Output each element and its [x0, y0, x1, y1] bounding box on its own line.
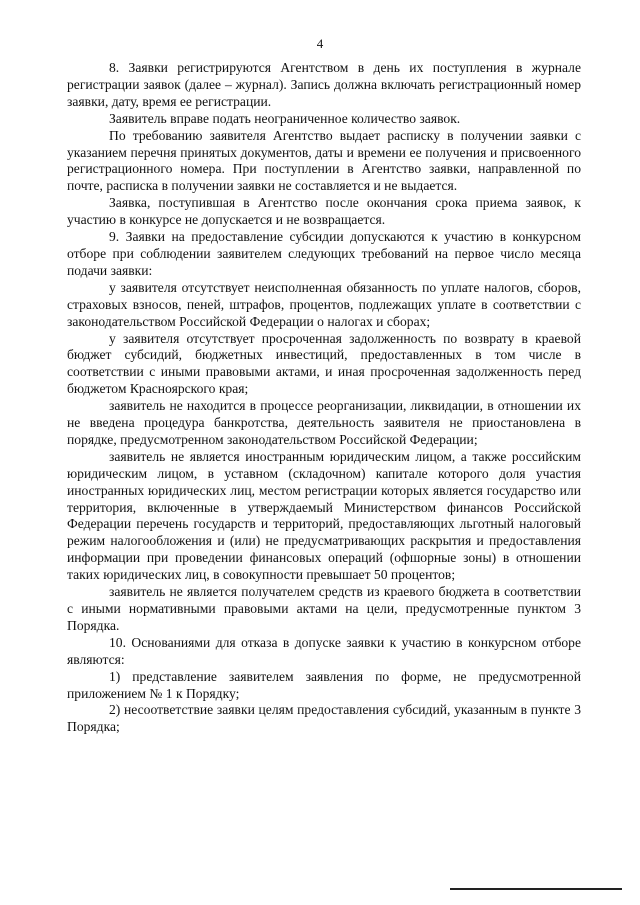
paragraph: Заявитель вправе подать неограниченное количество заявок.: [109, 110, 461, 126]
paragraph: у заявителя отсутствует неисполненная обязанность по уплате налогов, сборов, страховых взносов, пеней, штрафов, процентов, подлежащих уплате в соответствии с законодательством Российской Федерации о налогах и сборах;: [67, 279, 581, 329]
page-number: 4: [316, 36, 324, 51]
paragraph: у заявителя отсутствует просроченная задолженность по возврату в краевой бюджет субсидий, бюджетных инвестиций, предоставленных в том числе в соответствии с иными правовыми актами, и иная просроченная задолженность перед бюджетом Красноярского края;: [67, 330, 581, 397]
paragraph: 8. Заявки регистрируются Агентством в день их поступления в журнале регистрации заявок (далее – журнал). Запись должна включать регистрационный номер заявки, дату, время ее регистрации.: [67, 60, 581, 109]
paragraph: 1) представление заявителем заявления по форме, не предусмотренной приложением № 1 к Порядку;: [67, 668, 581, 701]
document-body: [67, 60, 581, 736]
bottom-rule: [450, 888, 622, 890]
paragraph: 9. Заявки на предоставление субсидии допускаются к участию в конкурсном отборе при соблюдении заявителем следующих требований на первое число месяца подачи заявки:: [67, 229, 581, 278]
paragraph: 10. Основаниями для отказа в допуске заявки к участию в конкурсном отборе являются:: [67, 634, 581, 667]
paragraph: заявитель не является получателем средств из краевого бюджета в соответствии с иными нормативными правовыми актами на цели, предусмотренные пунктом 3 Порядка.: [67, 584, 581, 633]
paragraph: По требованию заявителя Агентство выдает расписку в получении заявки с указанием перечня принятых документов, даты и времени ее получения и присвоенного регистрационного номера. При поступлении в Агентство заявки, направленной по почте, расписка в получении заявки не составляется и не выдается.: [67, 127, 581, 194]
paragraph: 2) несоответствие заявки целям предоставления субсидий, указанным в пункте 3 Порядка;: [67, 702, 581, 735]
paragraph: заявитель не находится в процессе реорганизации, ликвидации, в отношении их не введена процедура банкротства, деятельность заявителя не приостановлена в порядке, предусмотренном законодательством Российской Федерации;: [67, 398, 581, 447]
paragraph: заявитель не является иностранным юридическим лицом, а также российским юридическим лицом, в уставном (складочном) капитале которого доля участия иностранных юридических лиц, местом регистрации которых является государство или территория, включенные в утверждаемый Министерством финансов Российской Федерации перечень государств и территорий, предоставляющих льготный налоговый режим налогообложения и (или) не предусматривающих раскрытия и предоставления информации при проведении финансовых операций (офшорные зоны) в отношении таких юридических лиц, в совокупности превышает 50 процентов;: [67, 448, 581, 583]
paragraph: Заявка, поступившая в Агентство после окончания срока приема заявок, к участию в конкурсе не допускается и не возвращается.: [67, 195, 581, 228]
